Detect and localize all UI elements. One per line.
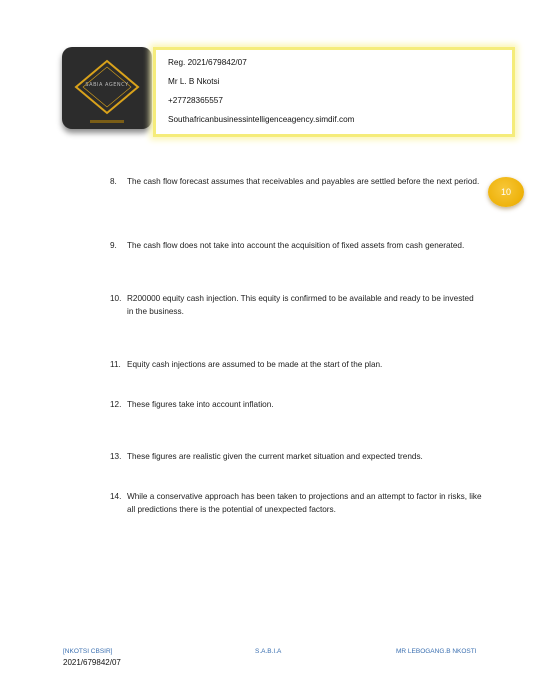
list-item-text: The cash flow does not take into account the acquisition of fixed assets from cash generated. xyxy=(127,241,465,250)
list-item-text: Equity cash injections are assumed to be made at the start of the plan. xyxy=(127,360,383,369)
list-item-number: 14. xyxy=(110,492,122,501)
list-item-number: 11. xyxy=(110,360,121,369)
footer-acronym: S.A.B.I.A xyxy=(255,648,282,655)
registration-number: Reg. 2021/679842/07 xyxy=(168,58,247,67)
footer-registration: 2021/679842/07 xyxy=(63,658,121,667)
list-item-text: These figures take into account inflation. xyxy=(127,400,274,409)
page-number-badge: 10 xyxy=(488,177,524,207)
list-item-text: The cash flow forecast assumes that receivables and payables are settled before the next period. xyxy=(127,177,480,186)
list-item-number: 9. xyxy=(110,241,117,250)
list-item-text: R200000 equity cash injection. This equity is confirmed to be available and ready to be invested in the business. xyxy=(127,294,474,316)
list-item-number: 8. xyxy=(110,177,117,186)
contact-phone: +27728365557 xyxy=(168,96,223,105)
contact-website: Southafricanbusinessintelligenceagency.simdif.com xyxy=(168,115,355,124)
list-item-number: 12. xyxy=(110,400,122,409)
list-item-text: While a conservative approach has been taken to projections and an attempt to factor in risks, like all predictions there is the potential of unexpected factors. xyxy=(127,492,482,514)
contact-box xyxy=(153,47,515,137)
contact-name: Mr L. B Nkotsi xyxy=(168,77,220,86)
list-item-text: These figures are realistic given the current market situation and expected trends. xyxy=(127,452,423,461)
footer-company: [NKOTSI CBSIR] xyxy=(63,648,113,655)
logo-text: SABIA AGENCY xyxy=(85,82,129,88)
logo-diamond-icon xyxy=(62,47,152,129)
footer-author: MR LEBOGANG.B NKOSTI xyxy=(396,648,477,655)
list-item-number: 10. xyxy=(110,294,122,303)
list-item-number: 13. xyxy=(110,452,122,461)
company-logo xyxy=(62,47,152,129)
